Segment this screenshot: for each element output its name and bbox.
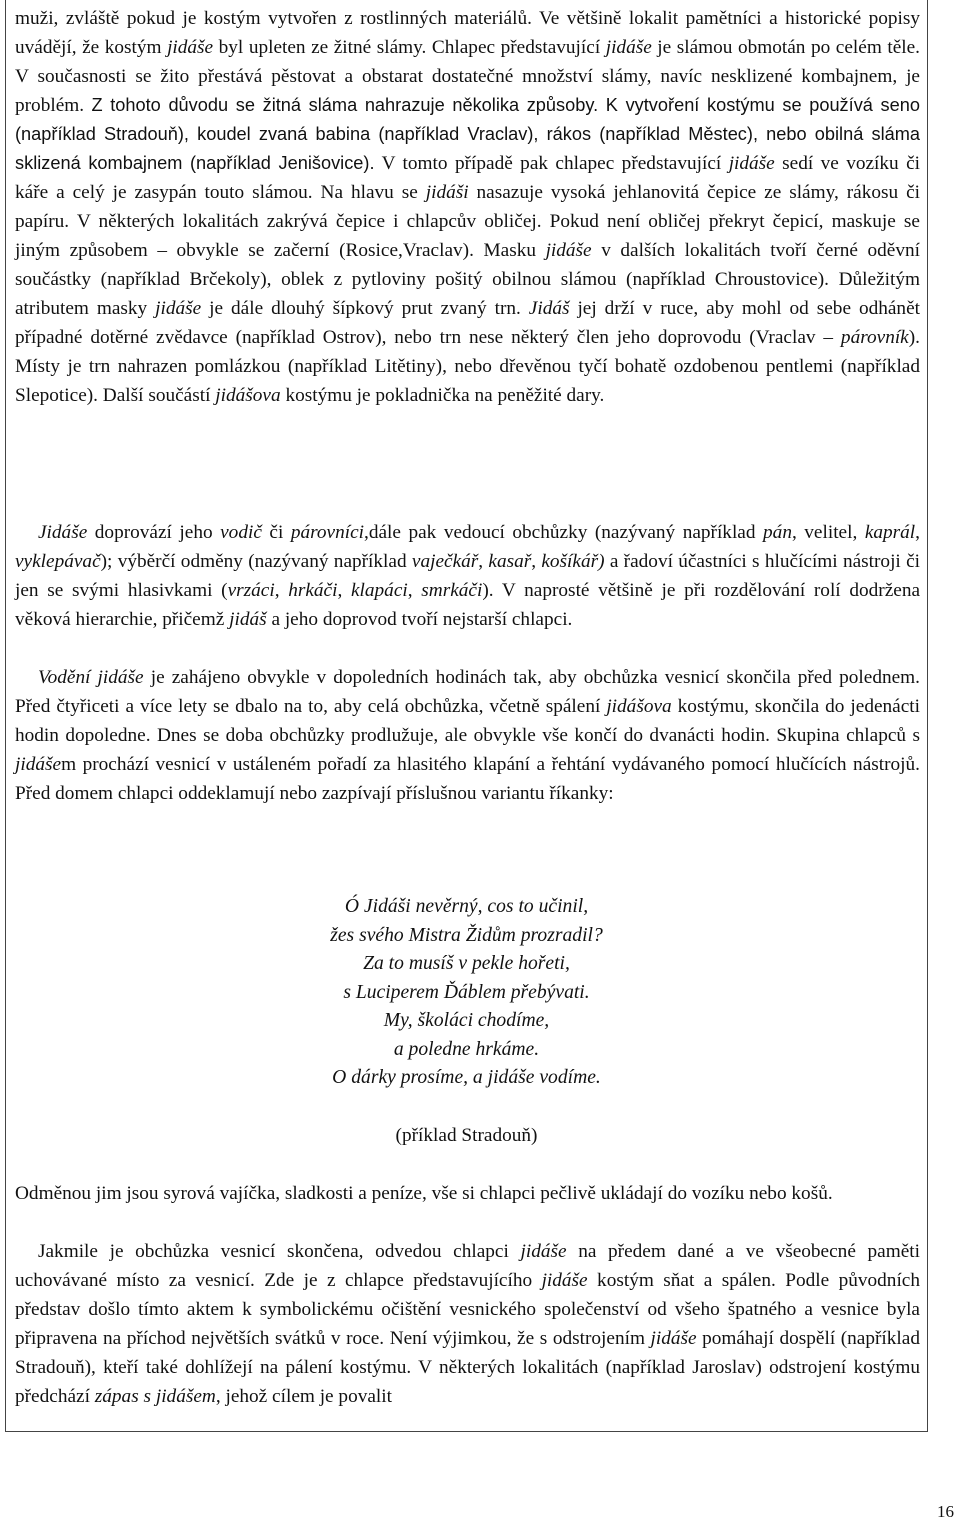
paragraph-costume bbox=[15, 4, 920, 410]
paragraph-companions bbox=[15, 518, 920, 634]
text-run: byl upleten ze žitné slámy. Chlapec představující bbox=[213, 37, 606, 58]
text-run: V tomto případě pak chlapec představující bbox=[374, 153, 729, 174]
italic-term: smrkáči bbox=[421, 580, 483, 601]
text-run: kostým sňat a spálen. Podle původních představ došlo tímto aktem k symbolickému očištění vesnického společenství od všeho špatného a vesnice byla připravena na příchod největších svátků v roce. Není výjimkou, že s odstrojením bbox=[15, 1270, 921, 1349]
text-run: , bbox=[531, 551, 542, 572]
italic-term: jidáše bbox=[728, 153, 775, 174]
italic-term: kaprál bbox=[864, 522, 916, 543]
text-run: sedí ve vozíku či káře a celý je zasypán touto slámou. Na hlavu se bbox=[15, 153, 921, 203]
text-run: kostýmu, skončila do jedenácti hodin dopoledne. Dnes se doba obchůzky prodlužuje, ale obvykle vše končí do dvanácti hodin. Skupina chlapců s bbox=[15, 696, 920, 746]
text-run: Z tohoto důvodu se žitná sláma nahrazuje několika způsoby. K vytvoření kostýmu se používá seno (například Stradouň), koudel zvaná babina (například Vraclav), rákos (například Městec), nebo obilná sláma sklizená kombajnem (například Jenišovice). bbox=[15, 95, 920, 173]
italic-term: jidáše bbox=[545, 240, 592, 261]
text-run: je zahájeno obvykle v dopoledních hodinách tak, aby obchůzka vesnicí skončila před polednem. Před čtyřiceti a více lety se dbalo na to, aby celá obchůzka, včetně spálení bbox=[15, 667, 920, 717]
text-run: pomáhají dospělí (například Stradouň), kteří také dohlížejí na pálení kostýmu. V některých lokalitách (například Jaroslav) odstrojení kostýmu předchází bbox=[15, 1328, 920, 1407]
italic-term: vodič bbox=[220, 522, 262, 543]
text-run: ). V naprosté většině je při rozdělování rolí dodržena věková hierarchie, přičemž bbox=[15, 580, 921, 630]
italic-term: vrzáci bbox=[227, 580, 275, 601]
text-run: , velitel, bbox=[791, 522, 865, 543]
text-run: , bbox=[915, 522, 920, 543]
italic-term: jidáše bbox=[155, 298, 202, 319]
text-run: , bbox=[274, 580, 289, 601]
italic-term: pán bbox=[763, 522, 792, 543]
text-run: je slámou obmotán po celém těle. V současnosti se žito přestává pěstovat a obstarat dostatečné množství slámy, navíc nesklizené kombajnem, je problém. bbox=[15, 37, 920, 116]
text-run: m prochází vesnicí v ustáleném pořadí za hlasitého klapání a řehtání vydávaného pomocí hlučících nástrojů. Před domem chlapci oddeklamují nebo zazpívají příslušnou variantu říkanky: bbox=[15, 754, 920, 804]
paragraph-procession bbox=[15, 663, 920, 808]
italic-term: hrkáči bbox=[288, 580, 338, 601]
italic-term: párovník bbox=[840, 327, 909, 348]
text-run: , jehož cílem je povalit bbox=[215, 1386, 392, 1407]
text-run: , bbox=[407, 580, 422, 601]
italic-term: jidáše bbox=[520, 1241, 567, 1262]
text-run: ). Místy je trn nahrazen pomlázkou (například Litětiny), nebo dřevěnou tyčí bohatě ozdobenou pentlemi (například Slepotice). Další součástí bbox=[15, 327, 920, 406]
italic-term: Vodění jidáše bbox=[38, 667, 144, 688]
rhyme-line: s Luciperem Ďáblem přebývati. bbox=[343, 981, 590, 1003]
italic-term: kasař bbox=[488, 551, 532, 572]
rhyme-line: Ó Jidáši nevěrný, cos to učinil, bbox=[344, 896, 589, 917]
text-run: , bbox=[478, 551, 489, 572]
italic-term: jidášova bbox=[215, 385, 281, 406]
text-run: v dalších lokalitách tvoří černé oděvní součástky (například Brčekoly), oblek z pytloviny pošitý obilnou slámou (například Chroustovice). Důležitým atributem masky bbox=[15, 240, 920, 319]
italic-term: párovníci bbox=[290, 522, 365, 543]
text-run: ,dále pak vedoucí obchůzky (nazývaný například bbox=[364, 522, 764, 543]
text-run: ); výběrčí odměny (nazývaný například bbox=[100, 551, 412, 572]
text-run: a řadoví účastníci s hlučícími nástroji či jen se svými hlasivkami ( bbox=[15, 551, 920, 601]
italic-term: vaječkář bbox=[411, 551, 479, 572]
italic-term: jidáše bbox=[605, 37, 652, 58]
text-run: , bbox=[337, 580, 351, 601]
rhyme-line: My, školáci chodíme, bbox=[383, 1010, 550, 1031]
text-run: a jeho doprovod tvoří nejstarší chlapci. bbox=[266, 609, 573, 630]
italic-term: jidáše bbox=[541, 1270, 588, 1291]
source-note: (příklad Stradouň) bbox=[395, 1125, 538, 1146]
italic-term: jidášova bbox=[606, 696, 672, 717]
text-run: Jakmile je obchůzka vesnicí skončena, odvedou chlapci bbox=[38, 1241, 521, 1262]
text-run: na předem dané a ve všeobecné paměti uchovávané místo za vesnicí. Zde je z chlapce představujícího bbox=[15, 1241, 920, 1291]
italic-term: vyklepávač bbox=[15, 551, 101, 572]
italic-term: jidáš bbox=[229, 609, 267, 630]
paragraph-burning bbox=[15, 1237, 920, 1411]
rhyme-line: Za to musíš v pekle hořeti, bbox=[363, 953, 570, 974]
rhyme-line: O dárky prosíme, a jidáše vodíme. bbox=[332, 1067, 601, 1088]
italic-term: klapáci bbox=[350, 580, 408, 601]
rhyme-verse bbox=[5, 893, 928, 1093]
italic-term: košíkář) bbox=[541, 551, 605, 572]
text-run: muži, zvláště pokud je kostým vytvořen z rostlinných materiálů. Ve většině lokalit pamětníci a historické popisy uvádějí, že kostým bbox=[15, 8, 920, 58]
italic-term: jidáše bbox=[650, 1328, 697, 1349]
italic-term: jidáše bbox=[15, 754, 62, 775]
text-run: kostýmu je pokladnička na peněžité dary. bbox=[280, 385, 605, 406]
paragraph-reward bbox=[15, 1179, 920, 1208]
text-run: doprovází jeho bbox=[87, 522, 221, 543]
italic-term: Jidáše bbox=[38, 522, 88, 543]
italic-term: jidáši bbox=[425, 182, 469, 203]
rhyme-line: a poledne hrkáme. bbox=[393, 1038, 540, 1060]
text-run: Odměnou jim jsou syrová vajíčka, sladkosti a peníze, vše si chlapci pečlivě ukládají do vozíku nebo košů. bbox=[15, 1183, 833, 1204]
rhyme-line: žes svého Mistra Židům prozradil? bbox=[330, 924, 603, 946]
text-run: je dále dlouhý šípkový prut zvaný trn. bbox=[201, 298, 529, 319]
text-run: či bbox=[261, 522, 291, 543]
page-number: 16 bbox=[937, 1502, 954, 1521]
italic-term: zápas s jidášem bbox=[94, 1386, 216, 1407]
italic-term: jidáše bbox=[167, 37, 214, 58]
text-run: nasazuje vysoká jehlanovitá čepice ze slámy, rákosu či papíru. V některých lokalitách zakrývá čepice i chlapcův obličej. Pokud není obličej překryt čepicí, maskuje se jiným způsobem – obvykle se začerní (Rosice,Vraclav). Masku bbox=[15, 182, 921, 261]
italic-term: Jidáš bbox=[528, 298, 570, 319]
text-run: jej drží v ruce, aby mohl od sebe odhánět případné dotěrné zvědavce (například Ostrov), nebo trn nese některý člen jeho doprovodu (Vraclav – bbox=[15, 298, 920, 348]
